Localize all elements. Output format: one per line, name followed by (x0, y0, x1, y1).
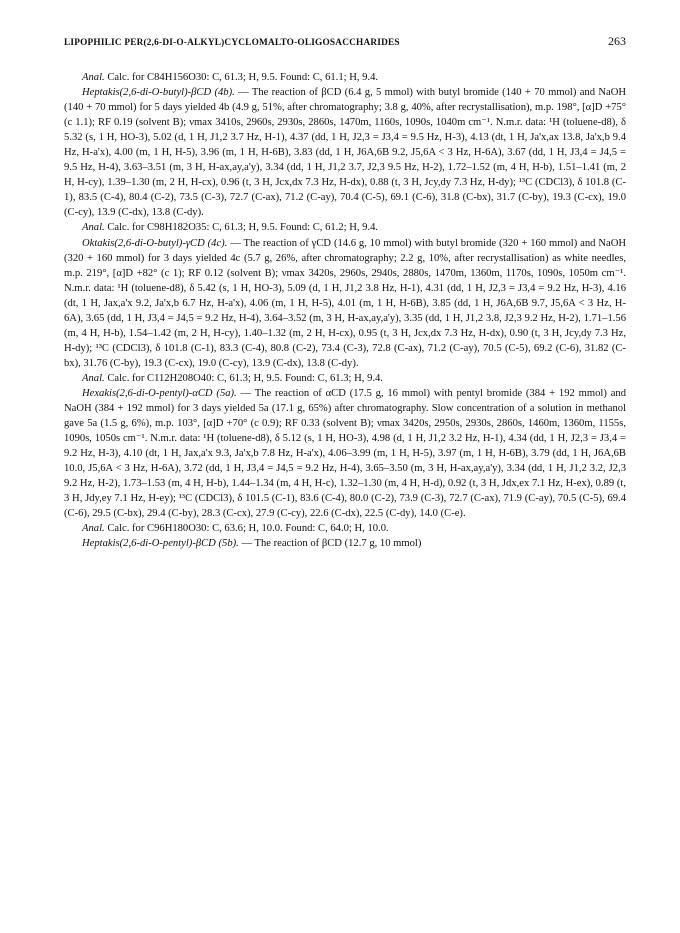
analysis-lead: Anal. (82, 372, 105, 384)
compound-heading: Heptakis(2,6-di-O-butyl)-βCD (82, 87, 212, 99)
analysis-lead: Anal. (82, 72, 105, 83)
analysis-paragraph-1 (64, 70, 626, 85)
running-title: LIPOPHILIC PER(2,6-DI-O-ALKYL)CYCLOMALTO-OLIGOSACCHARIDES (64, 38, 400, 48)
analysis-lead: Anal. (82, 222, 105, 234)
compound-heading: Hexakis(2,6-di-O-pentyl)-αCD (82, 387, 213, 399)
procedure-text: — The reaction of αCD (17.5 g, 16 mmol) with pentyl bromide (384 + 192 mmol) and NaOH (384 + 192 mmol) for 3 days yielded 5a (17.1 g, 65%) after chromatography. Slow concentration of a solution in methanol gave 5a (1.5 g, 6%), m.p. 103°, [α]D +70° (c 0.9); RF 0.33 (solvent B); νmax 3420s, 2950s, 2930s, 2860s, 1460m, 1360m, 1155s, 1090s, 1050s cm⁻¹. N.m.r. data: ¹H (toluene-d8), δ 5.12 (s, 1 H, HO-3), 4.98 (d, 1 H, J1,2 3.2 Hz, H-1), 4.34 (dd, 1 H, J2,3 = J3,4 = 9.2 Hz, H-3), 4.10 (dt, 1 H, Jax,a'x 9.3, Ja'x,b 7.8 Hz, H-a'x), 4.06–3.99 (m, 1 H, H-5), 3.97 (m, 1 H, H-6B), 3.79 (dd, 1 H, J6A,6B 10.0, J5,6A < 3 Hz, H-6A), 3.72 (dd, 1 H, J3,4 = J4,5 = 9.2 Hz, H-4), 3.65–3.50 (m, 3 H, H-ax,ay,a'y), 3.34 (dd, 1 H, J1,2 3.2, J2,3 9.2 Hz, H-2), 1.73–1.53 (m, 4 H, H-b), 1.44–1.34 (m, 4 H, H-c), 1.32–1.30 (m, 4 H, H-d), 0.92 (t, 3 H, Jdx,ex 7.1 Hz, H-ex), 0.89 (t, 3 H, Jdy,ey 7.1 Hz, H-ey); ¹³C (CDCl3), δ 101.5 (C-1), 83.6 (C-4), 80.0 (C-2), 73.9 (C-3), 72.7 (C-ax), 71.9 (C-ay), 70.5 (C-5), 69.4 (C-6), 29.5 (C-bx), 29.4 (C-by), 28.3 (C-cx), 27.9 (C-cy), 22.6 (C-dx), 22.5 (C-dy), 14.0 (C-e). (64, 387, 626, 520)
procedure-paragraph-4b (64, 85, 626, 220)
page-number: 263 (608, 34, 626, 48)
analysis-text: Calc. for C112H208O40: C, 61.3; H, 9.5. Found: C, 61.3; H, 9.4. (104, 372, 383, 384)
procedure-paragraph-4c (64, 236, 626, 371)
journal-page (64, 34, 626, 552)
procedure-text: — The reaction of βCD (6.4 g, 5 mmol) with butyl bromide (140 + 70 mmol) and NaOH (140 + 70 mmol) for 5 days yielded 4b (4.9 g, 51%, after chromatography; 3.8 g, 40%, after recrystallisation), m.p. 198°, [α]D +75° (c 1.1); RF 0.19 (solvent B); νmax 3410s, 2960s, 2930s, 2860s, 1470m, 1160s, 1090s, 1040m cm⁻¹. N.m.r. data: ¹H (toluene-d8), δ 5.32 (s, 1 H, HO-3), 5.02 (d, 1 H, J1,2 3.7 Hz, H-1), 4.37 (dd, 1 H, J2,3 = J3,4 = 9.5 Hz, H-3), 4.13 (dt, 1 H, Ja'x,ax 13.8, Ja'x,b 9.4 Hz, H-a'x), 4.00 (m, 1 H, H-5), 3.96 (m, 1 H, H-6B), 3.83 (dd, 1 H, J6A,6B 9.2, J5,6A < 3 Hz, H-6A), 3.67 (dd, 1 H, J3,4 = J4,5 = 9.5 Hz, H-4), 3.63–3.51 (m, 3 H, H-ax,ay,a'y), 3.34 (dd, 1 H, J1,2 3.7, J2,3 9.5 Hz, H-2), 1.72–1.52 (m, 4 H, H-b), 1.51–1.41 (m, 2 H, H-cy), 1.39–1.30 (m, 2 H, H-cx), 0.96 (t, 3 H, Jcx,dx 7.3 Hz, H-dx), 0.88 (t, 3 H, Jcy,dy 7.3 Hz, H-dy); ¹³C (CDCl3), δ 101.8 (C-1), 83.5 (C-4), 80.4 (C-2), 73.5 (C-3), 72.7 (C-ax), 71.2 (C-ay), 70.4 (C-5), 69.1 (C-6), 31.8 (C-bx), 31.7 (C-by), 19.3 (C-cx), 19.0 (C-cy), 13.9 (C-dx), 13.8 (C-dy). (64, 87, 627, 219)
procedure-paragraph-5b (64, 536, 626, 551)
procedure-text: — The reaction of γCD (14.6 g, 10 mmol) with butyl bromide (320 + 160 mmol) and NaOH (320 + 160 mmol) for 3 days yielded 4c (5.7 g, 26%, after chromatography; 2.2 g, 10%, after recrystallisation) as white needles, m.p. 219°, [α]D +82° (c 1); RF 0.12 (solvent B); νmax 3420s, 2960s, 2940s, 2880s, 1470m, 1360m, 1170s, 1090s, 1050m cm⁻¹. N.m.r. data: ¹H (toluene-d8), δ 5.42 (s, 1 H, HO-3), 5.09 (d, 1 H, J1,2 3.8 Hz, H-1), 4.31 (dd, 1 H, J2,3 = J3,4 = 9.2 Hz, H-3), 4.16 (dt, 1 H, Jax,a'x 9.2, Ja'x,b 6.7 Hz, H-a'x), 4.06 (m, 1 H, H-5), 4.01 (m, 1 H, H-6B), 3.85 (dd, 1 H, J6A,6B 9.7, J5,6A < 3 Hz, H-6A), 3.65 (dd, 1 H, J3,4 = J4,5 = 9.2 Hz, H-4), 3.64–3.52 (m, 3 H, H-ax,ay,a'y), 3.35 (dd, 1 H, J1,2 3.8, J2,3 9.2 Hz, H-2), 1.71–1.56 (m, 4 H, H-b), 1.54–1.42 (m, 2 H, H-cy), 1.40–1.32 (m, 2 H, H-cx), 0.95 (t, 3 H, Jcx,dx 7.3 Hz, H-dx), 0.90 (t, 3 H, Jcy,dy 7.3 Hz, H-dy); ¹³C (CDCl3), δ 101.8 (C-1), 83.3 (C-4), 80.8 (C-2), 73.4 (C-3), 72.8 (C-ax), 71.2 (C-ay), 70.5 (C-5), 69.2 (C-6), 31.82 (C-bx), 31.76 (C-by), 19.3 (C-cx), 19.0 (C-cy), 13.9 (C-dx), 13.8 (C-dy). (64, 237, 626, 369)
compound-number: (5a). (212, 387, 237, 399)
compound-number: (5b). (215, 538, 239, 550)
compound-heading: Oktakis(2,6-di-O-butyl)-γCD (82, 237, 205, 249)
analysis-text: Calc. for C84H156O30: C, 61.3; H, 9.5. Found: C, 61.1; H, 9.4. (104, 72, 379, 83)
compound-heading: Heptakis(2,6-di-O-pentyl)-βCD (82, 538, 216, 550)
procedure-text: — The reaction of βCD (12.7 g, 10 mmol) (238, 538, 422, 550)
compound-number: (4c). (204, 237, 228, 249)
compound-number: (4b). (211, 87, 235, 99)
analysis-paragraph-3 (64, 371, 626, 386)
analysis-text: Calc. for C98H182O35: C, 61.3; H, 9.5. Found: C, 61.2; H, 9.4. (104, 222, 379, 234)
article-body (64, 70, 626, 552)
analysis-text: Calc. for C96H180O30: C, 63.6; H, 10.0. Found: C, 64.0; H, 10.0. (104, 523, 389, 535)
analysis-lead: Anal. (82, 523, 105, 535)
page-header (64, 34, 626, 56)
analysis-paragraph-2 (64, 220, 626, 235)
procedure-paragraph-5a (64, 386, 626, 521)
analysis-paragraph-4 (64, 521, 626, 536)
